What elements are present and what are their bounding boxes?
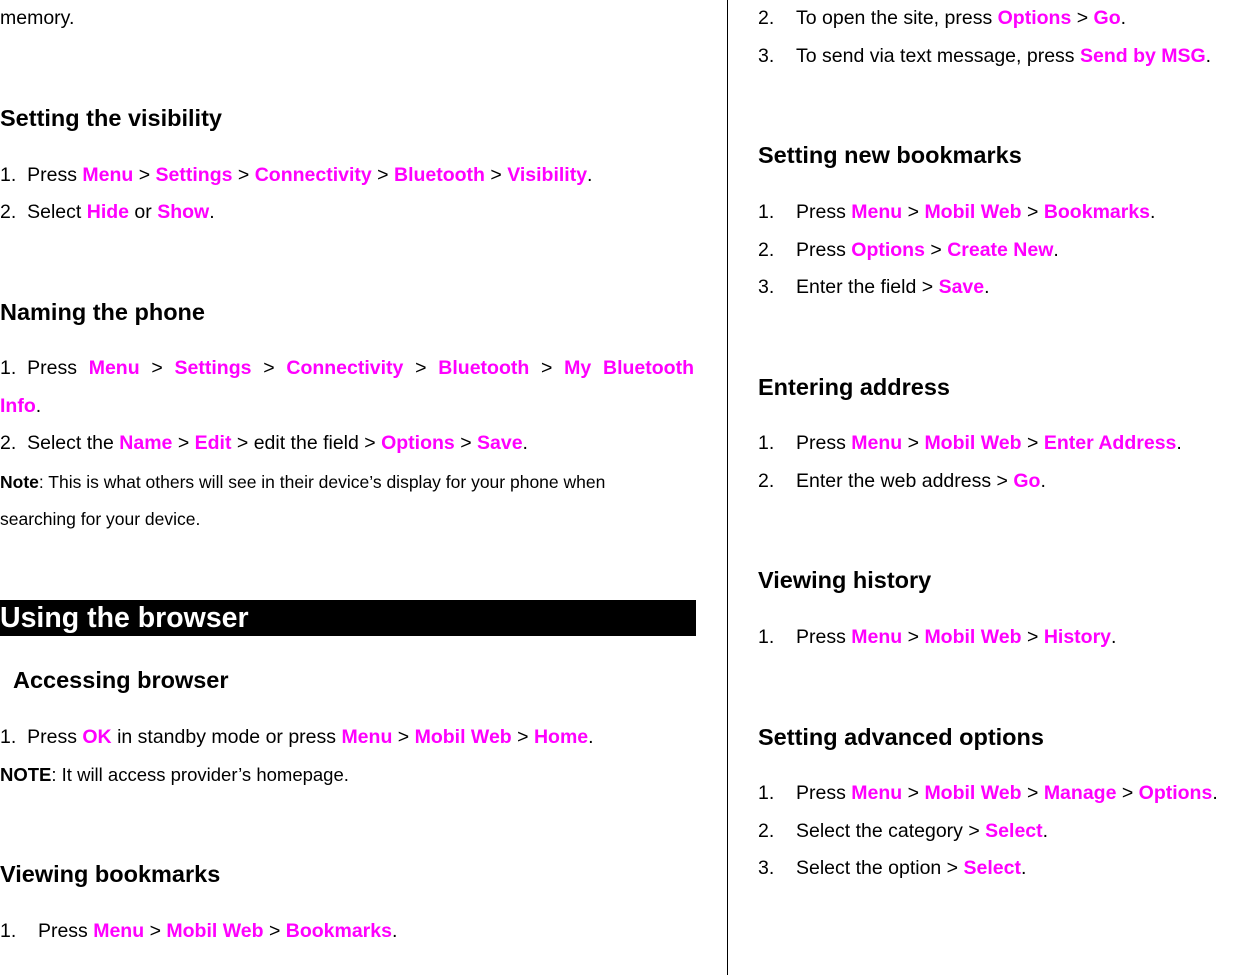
new-bookmarks-step-2: 2. Press Options > Create New. — [758, 239, 1059, 261]
viewing-bookmarks-heading: Viewing bookmarks — [0, 861, 221, 887]
section-title-bar: Using the browser — [0, 600, 696, 636]
new-bookmarks-step-1: 1. Press Menu > Mobil Web > Bookmarks. — [758, 201, 1156, 223]
naming-note: Note: This is what others will see in their device’s display for your phone when — [0, 472, 606, 492]
entering-address-step-1: 1. Press Menu > Mobil Web > Enter Address. — [758, 432, 1182, 454]
advanced-options-step-1: 1. Press Menu > Mobil Web > Manage > Options. — [758, 782, 1218, 804]
naming-step-2: 2. Select the Name > Edit > edit the field > Options > Save. — [0, 432, 528, 454]
entering-address-step-2: 2. Enter the web address > Go. — [758, 470, 1046, 492]
intro-tail: memory. — [0, 7, 75, 29]
advanced-options-step-2: 2. Select the category > Select. — [758, 820, 1049, 842]
viewing-history-heading: Viewing history — [758, 567, 932, 593]
naming-step-1: 1. Press Menu > Settings > Connectivity > Bluetooth > My Bluetooth — [0, 357, 694, 379]
new-bookmarks-heading: Setting new bookmarks — [758, 142, 1022, 168]
naming-step-1-cont: Info. — [0, 395, 42, 417]
accessing-note: NOTE: It will access provider’s homepage. — [0, 764, 349, 785]
visibility-step-2: 2. Select Hide or Show. — [0, 201, 215, 223]
advanced-options-heading: Setting advanced options — [758, 724, 1044, 750]
naming-heading: Naming the phone — [0, 299, 205, 325]
accessing-heading: Accessing browser — [13, 667, 229, 693]
advanced-options-step-3: 3. Select the option > Select. — [758, 857, 1027, 879]
right-column — [758, 0, 1245, 975]
entering-address-heading: Entering address — [758, 374, 950, 400]
naming-note-cont: searching for your device. — [0, 509, 201, 529]
visibility-step-1: 1. Press Menu > Settings > Connectivity > Bluetooth > Visibility. — [0, 164, 593, 186]
column-divider — [727, 0, 728, 975]
new-bookmarks-step-3: 3. Enter the field > Save. — [758, 276, 990, 298]
visibility-heading: Setting the visibility — [0, 105, 222, 131]
accessing-step-1: 1. Press OK in standby mode or press Menu > Mobil Web > Home. — [0, 726, 594, 748]
open-site-step-2: 2. To open the site, press Options > Go. — [758, 7, 1127, 29]
send-msg-step-3: 3. To send via text message, press Send by MSG. — [758, 45, 1212, 67]
viewing-history-step-1: 1. Press Menu > Mobil Web > History. — [758, 626, 1117, 648]
viewing-bookmarks-step-1: 1. Press Menu > Mobil Web > Bookmarks. — [0, 920, 398, 942]
